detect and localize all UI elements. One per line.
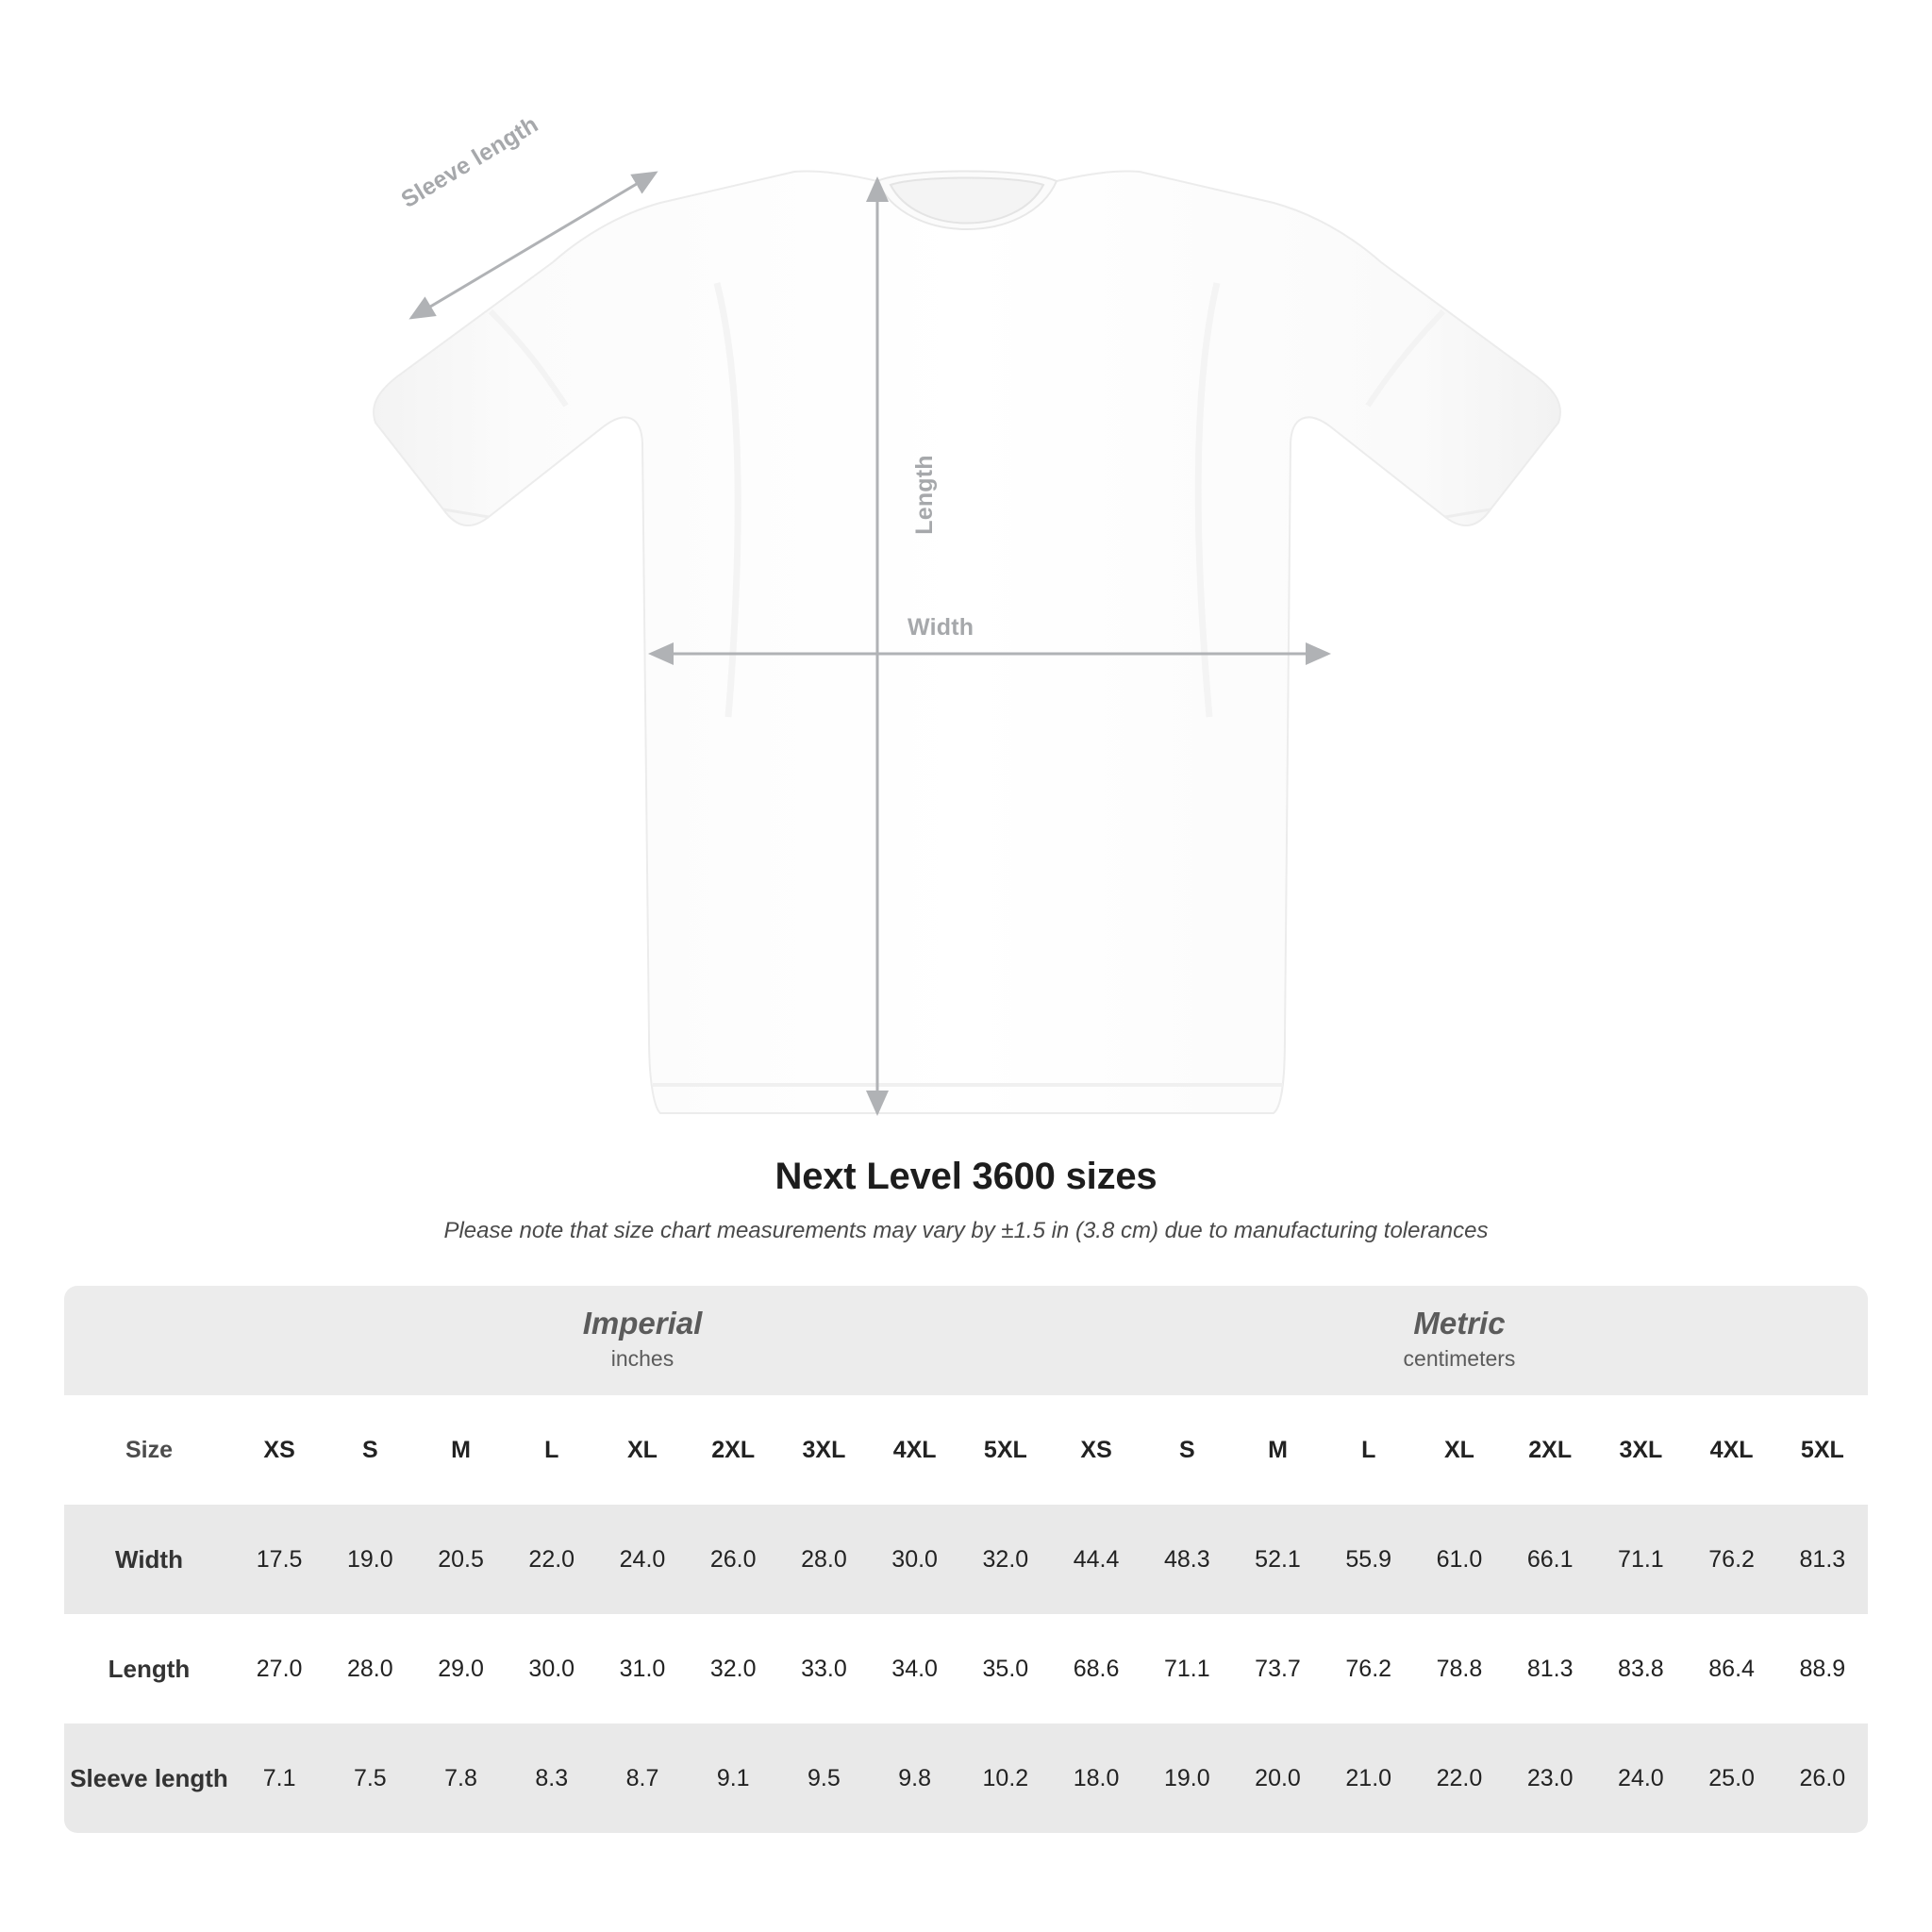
table-cell: 21.0	[1324, 1724, 1414, 1833]
table-cell: 88.9	[1777, 1614, 1868, 1724]
table-cell: 78.8	[1414, 1614, 1505, 1724]
table-cell: 73.7	[1232, 1614, 1323, 1724]
table-cell: 44.4	[1051, 1505, 1141, 1614]
table-cell: 20.0	[1232, 1724, 1323, 1833]
unit-spacer-cell	[64, 1286, 234, 1395]
table-cell: 52.1	[1232, 1505, 1323, 1614]
table-cell: 71.1	[1141, 1614, 1232, 1724]
table-cell: 35.0	[960, 1614, 1051, 1724]
size-header-row	[64, 1395, 1868, 1505]
table-cell: 30.0	[870, 1505, 960, 1614]
row-label: Sleeve length	[64, 1724, 234, 1833]
table-cell: 83.8	[1595, 1614, 1686, 1724]
size-column-header: XS	[1051, 1395, 1141, 1505]
table-row	[64, 1614, 1868, 1724]
table-cell: 33.0	[778, 1614, 869, 1724]
table-cell: 68.6	[1051, 1614, 1141, 1724]
row-label: Length	[64, 1614, 234, 1724]
row-label: Width	[64, 1505, 234, 1614]
table-cell: 20.5	[415, 1505, 506, 1614]
table-cell: 19.0	[325, 1505, 415, 1614]
table-cell: 17.5	[234, 1505, 325, 1614]
table-cell: 28.0	[325, 1614, 415, 1724]
table-cell: 81.3	[1777, 1505, 1868, 1614]
table-row	[64, 1724, 1868, 1833]
size-column-header: 2XL	[688, 1395, 778, 1505]
table-cell: 22.0	[507, 1505, 597, 1614]
table-cell: 18.0	[1051, 1724, 1141, 1833]
table-cell: 32.0	[688, 1614, 778, 1724]
table-cell: 29.0	[415, 1614, 506, 1724]
size-column-header: 3XL	[778, 1395, 869, 1505]
metric-sublabel: centimeters	[1403, 1345, 1516, 1371]
size-column-header: 4XL	[870, 1395, 960, 1505]
size-header-label: Size	[64, 1395, 234, 1505]
table-cell: 9.1	[688, 1724, 778, 1833]
size-column-header: 3XL	[1595, 1395, 1686, 1505]
size-column-header: S	[325, 1395, 415, 1505]
table-cell: 24.0	[597, 1505, 688, 1614]
size-column-header: 4XL	[1687, 1395, 1777, 1505]
unit-header-row	[64, 1286, 1868, 1395]
size-column-header: 5XL	[960, 1395, 1051, 1505]
size-column-header: L	[1324, 1395, 1414, 1505]
imperial-label: Imperial	[582, 1305, 703, 1341]
table-cell: 9.5	[778, 1724, 869, 1833]
title-block	[0, 1156, 1932, 1244]
table-cell: 32.0	[960, 1505, 1051, 1614]
width-label: Width	[908, 614, 974, 641]
table-cell: 19.0	[1141, 1724, 1232, 1833]
table-cell: 66.1	[1505, 1505, 1595, 1614]
table-cell: 76.2	[1324, 1614, 1414, 1724]
length-label: Length	[910, 455, 938, 535]
sleeve-length-label: Sleeve length	[396, 110, 543, 214]
metric-unit-cell	[1051, 1286, 1868, 1395]
size-column-header: XL	[597, 1395, 688, 1505]
table-row	[64, 1505, 1868, 1614]
table-cell: 23.0	[1505, 1724, 1595, 1833]
table-cell: 31.0	[597, 1614, 688, 1724]
table-cell: 30.0	[507, 1614, 597, 1724]
imperial-unit-cell	[234, 1286, 1051, 1395]
size-column-header: M	[415, 1395, 506, 1505]
table-cell: 24.0	[1595, 1724, 1686, 1833]
size-column-header: S	[1141, 1395, 1232, 1505]
table-cell: 26.0	[1777, 1724, 1868, 1833]
size-column-header: XS	[234, 1395, 325, 1505]
imperial-sublabel: inches	[610, 1345, 675, 1371]
size-column-header: 5XL	[1777, 1395, 1868, 1505]
size-table-wrapper	[64, 1286, 1868, 1833]
tolerance-note: Please note that size chart measurements may vary by ±1.5 in (3.8 cm) due to manufacturing tolerances	[443, 1218, 1489, 1243]
table-cell: 34.0	[870, 1614, 960, 1724]
page-title: Next Level 3600 sizes	[774, 1156, 1158, 1197]
size-table	[64, 1286, 1868, 1833]
table-cell: 9.8	[870, 1724, 960, 1833]
table-cell: 86.4	[1687, 1614, 1777, 1724]
table-cell: 71.1	[1595, 1505, 1686, 1614]
table-cell: 61.0	[1414, 1505, 1505, 1614]
table-cell: 26.0	[688, 1505, 778, 1614]
table-cell: 27.0	[234, 1614, 325, 1724]
table-cell: 7.1	[234, 1724, 325, 1833]
size-column-header: XL	[1414, 1395, 1505, 1505]
table-cell: 28.0	[778, 1505, 869, 1614]
size-column-header: L	[507, 1395, 597, 1505]
table-cell: 10.2	[960, 1724, 1051, 1833]
table-cell: 81.3	[1505, 1614, 1595, 1724]
metric-label: Metric	[1413, 1305, 1506, 1341]
table-cell: 8.7	[597, 1724, 688, 1833]
table-cell: 55.9	[1324, 1505, 1414, 1614]
size-column-header: 2XL	[1505, 1395, 1595, 1505]
tshirt-shape	[374, 172, 1560, 1114]
table-cell: 25.0	[1687, 1724, 1777, 1833]
table-cell: 76.2	[1687, 1505, 1777, 1614]
size-column-header: M	[1232, 1395, 1323, 1505]
table-cell: 48.3	[1141, 1505, 1232, 1614]
table-cell: 8.3	[507, 1724, 597, 1833]
table-cell: 22.0	[1414, 1724, 1505, 1833]
table-cell: 7.5	[325, 1724, 415, 1833]
table-cell: 7.8	[415, 1724, 506, 1833]
